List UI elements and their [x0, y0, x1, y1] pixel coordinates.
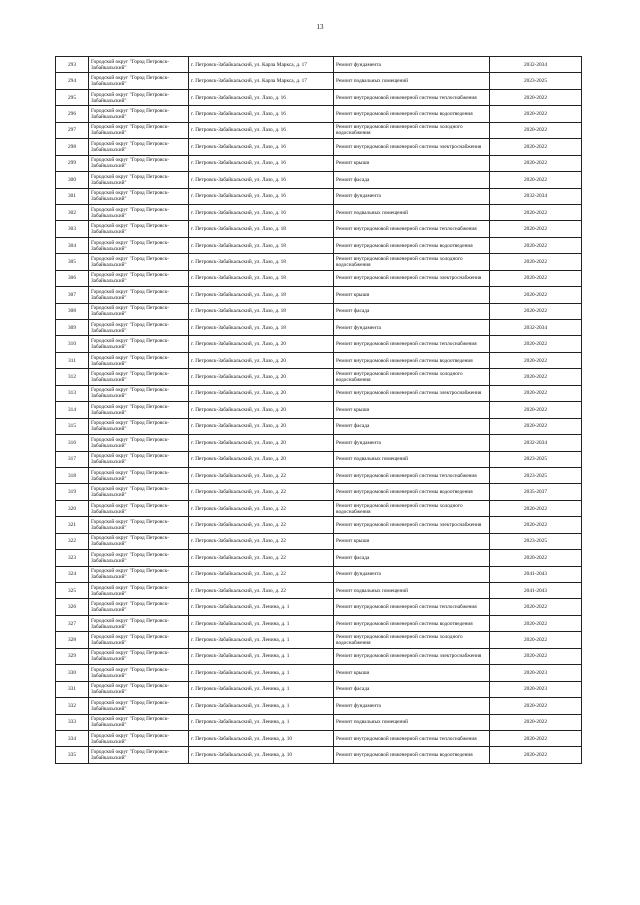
municipality-cell: Городской округ "Город Петровск-Забайкальский" [89, 730, 189, 746]
period-cell: 2023-2025 [490, 467, 582, 483]
municipality-cell: Городской округ "Город Петровск-Забайкальский" [89, 517, 189, 533]
period-cell: 2020-2022 [490, 303, 582, 319]
address-cell: г. Петровск-Забайкальский, ул. Лазо, д. 16 [189, 139, 334, 155]
table-row [56, 714, 582, 730]
table-row [56, 747, 582, 763]
row-number: 310 [56, 336, 89, 352]
municipality-cell: Городской округ "Город Петровск-Забайкальский" [89, 385, 189, 401]
work-type-cell: Ремонт фасада [334, 418, 490, 434]
address-cell: г. Петровск-Забайкальский, ул. Лазо, д. 20 [189, 402, 334, 418]
table-row [56, 698, 582, 714]
work-type-cell: Ремонт внутридомовой инженерной системы водоотведения [334, 615, 490, 631]
period-cell: 2020-2022 [490, 336, 582, 352]
work-type-cell: Ремонт внутридомовой инженерной системы холодного водоснабжения [334, 632, 490, 648]
row-number: 309 [56, 320, 89, 336]
work-type-cell: Ремонт подвальных помещений [334, 204, 490, 220]
municipality-cell: Городской округ "Город Петровск-Забайкальский" [89, 533, 189, 549]
row-number: 318 [56, 467, 89, 483]
period-cell: 2020-2022 [490, 385, 582, 401]
address-cell: г. Петровск-Забайкальский, ул. Лазо, д. 22 [189, 484, 334, 500]
municipality-cell: Городской округ "Город Петровск-Забайкальский" [89, 599, 189, 615]
row-number: 331 [56, 681, 89, 697]
address-cell: г. Петровск-Забайкальский, ул. Лазо, д. 22 [189, 517, 334, 533]
table-row [56, 336, 582, 352]
work-type-cell: Ремонт внутридомовой инженерной системы холодного водоснабжения [334, 369, 490, 385]
table-row [56, 188, 582, 204]
address-cell: г. Петровск-Забайкальский, ул. Ленина, д. 10 [189, 747, 334, 763]
address-cell: г. Петровск-Забайкальский, ул. Ленина, д. 1 [189, 615, 334, 631]
table-row [56, 418, 582, 434]
period-cell: 2020-2022 [490, 698, 582, 714]
municipality-cell: Городской округ "Город Петровск-Забайкальский" [89, 648, 189, 664]
table-row [56, 385, 582, 401]
work-type-cell: Ремонт фасада [334, 303, 490, 319]
period-cell: 2020-2022 [490, 270, 582, 286]
work-type-cell: Ремонт внутридомовой инженерной системы водоотведения [334, 237, 490, 253]
row-number: 321 [56, 517, 89, 533]
work-type-cell: Ремонт внутридомовой инженерной системы электроснабжения [334, 517, 490, 533]
period-cell: 2020-2022 [490, 155, 582, 171]
municipality-cell: Городской округ "Город Петровск-Забайкальский" [89, 320, 189, 336]
table-row [56, 57, 582, 73]
table-row [56, 583, 582, 599]
work-type-cell: Ремонт внутридомовой инженерной системы водоотведения [334, 484, 490, 500]
period-cell: 2020-2022 [490, 106, 582, 122]
row-number: 334 [56, 730, 89, 746]
municipality-cell: Городской округ "Город Петровск-Забайкальский" [89, 747, 189, 763]
address-cell: г. Петровск-Забайкальский, ул. Лазо, д. 20 [189, 451, 334, 467]
municipality-cell: Городской округ "Город Петровск-Забайкальский" [89, 155, 189, 171]
row-number: 299 [56, 155, 89, 171]
table-row [56, 665, 582, 681]
period-cell: 2020-2022 [490, 139, 582, 155]
municipality-cell: Городской округ "Город Петровск-Забайкальский" [89, 237, 189, 253]
municipality-cell: Городской округ "Город Петровск-Забайкальский" [89, 566, 189, 582]
address-cell: г. Петровск-Забайкальский, ул. Лазо, д. 16 [189, 122, 334, 138]
row-number: 295 [56, 89, 89, 105]
table-row [56, 352, 582, 368]
row-number: 311 [56, 352, 89, 368]
row-number: 329 [56, 648, 89, 664]
municipality-cell: Городской округ "Город Петровск-Забайкальский" [89, 352, 189, 368]
work-type-cell: Ремонт внутридомовой инженерной системы холодного водоснабжения [334, 254, 490, 270]
repair-schedule-table [55, 56, 582, 764]
table-row [56, 287, 582, 303]
table-row [56, 73, 582, 89]
table-row [56, 303, 582, 319]
period-cell: 2020-2022 [490, 204, 582, 220]
table-row [56, 467, 582, 483]
address-cell: г. Петровск-Забайкальский, ул. Лазо, д. 20 [189, 418, 334, 434]
table-row [56, 500, 582, 516]
address-cell: г. Петровск-Забайкальский, ул. Лазо, д. 22 [189, 583, 334, 599]
work-type-cell: Ремонт фундамента [334, 566, 490, 582]
period-cell: 2020-2022 [490, 599, 582, 615]
address-cell: г. Петровск-Забайкальский, ул. Лазо, д. 22 [189, 533, 334, 549]
work-type-cell: Ремонт внутридомовой инженерной системы теплоснабжения [334, 467, 490, 483]
municipality-cell: Городской округ "Город Петровск-Забайкальский" [89, 57, 189, 73]
period-cell: 2035-2037 [490, 484, 582, 500]
work-type-cell: Ремонт подвальных помещений [334, 451, 490, 467]
municipality-cell: Городской округ "Город Петровск-Забайкальский" [89, 698, 189, 714]
work-type-cell: Ремонт внутридомовой инженерной системы холодного водоснабжения [334, 122, 490, 138]
table-row [56, 435, 582, 451]
address-cell: г. Петровск-Забайкальский, ул. Лазо, д. 16 [189, 188, 334, 204]
work-type-cell: Ремонт внутридомовой инженерной системы теплоснабжения [334, 221, 490, 237]
table-row [56, 254, 582, 270]
municipality-cell: Городской округ "Город Петровск-Забайкальский" [89, 139, 189, 155]
period-cell: 2041-2043 [490, 566, 582, 582]
address-cell: г. Петровск-Забайкальский, ул. Лазо, д. 20 [189, 435, 334, 451]
period-cell: 2020-2022 [490, 254, 582, 270]
address-cell: г. Петровск-Забайкальский, ул. Лазо, д. 18 [189, 303, 334, 319]
work-type-cell: Ремонт внутридомовой инженерной системы теплоснабжения [334, 730, 490, 746]
period-cell: 2020-2022 [490, 517, 582, 533]
municipality-cell: Городской округ "Город Петровск-Забайкальский" [89, 89, 189, 105]
period-cell: 2020-2022 [490, 352, 582, 368]
row-number: 300 [56, 172, 89, 188]
page-number: 13 [316, 23, 324, 31]
row-number: 302 [56, 204, 89, 220]
table-row [56, 681, 582, 697]
work-type-cell: Ремонт внутридомовой инженерной системы водоотведения [334, 106, 490, 122]
row-number: 307 [56, 287, 89, 303]
work-type-cell: Ремонт фундамента [334, 435, 490, 451]
period-cell: 2020-2022 [490, 714, 582, 730]
address-cell: г. Петровск-Забайкальский, ул. Лазо, д. 22 [189, 566, 334, 582]
table-row [56, 632, 582, 648]
table-row [56, 204, 582, 220]
table-row [56, 369, 582, 385]
work-type-cell: Ремонт крыши [334, 402, 490, 418]
municipality-cell: Городской округ "Город Петровск-Забайкальский" [89, 418, 189, 434]
period-cell: 2032-2034 [490, 188, 582, 204]
row-number: 306 [56, 270, 89, 286]
row-number: 327 [56, 615, 89, 631]
municipality-cell: Городской округ "Город Петровск-Забайкальский" [89, 221, 189, 237]
municipality-cell: Городской округ "Город Петровск-Забайкальский" [89, 188, 189, 204]
row-number: 304 [56, 237, 89, 253]
table-row [56, 106, 582, 122]
work-type-cell: Ремонт внутридомовой инженерной системы электроснабжения [334, 648, 490, 664]
table-row [56, 237, 582, 253]
address-cell: г. Петровск-Забайкальский, ул. Ленина, д. 1 [189, 681, 334, 697]
work-type-cell: Ремонт внутридомовой инженерной системы водоотведения [334, 747, 490, 763]
address-cell: г. Петровск-Забайкальский, ул. Ленина, д. 1 [189, 632, 334, 648]
work-type-cell: Ремонт фасада [334, 172, 490, 188]
table-row [56, 89, 582, 105]
row-number: 332 [56, 698, 89, 714]
work-type-cell: Ремонт внутридомовой инженерной системы электроснабжения [334, 270, 490, 286]
table-row [56, 402, 582, 418]
table-row [56, 730, 582, 746]
period-cell: 2020-2022 [490, 89, 582, 105]
row-number: 315 [56, 418, 89, 434]
row-number: 330 [56, 665, 89, 681]
table-row [56, 550, 582, 566]
address-cell: г. Петровск-Забайкальский, ул. Лазо, д. 18 [189, 254, 334, 270]
period-cell: 2020-2022 [490, 632, 582, 648]
municipality-cell: Городской округ "Город Петровск-Забайкальский" [89, 172, 189, 188]
row-number: 326 [56, 599, 89, 615]
work-type-cell: Ремонт внутридомовой инженерной системы холодного водоснабжения [334, 500, 490, 516]
address-cell: г. Петровск-Забайкальский, ул. Лазо, д. 20 [189, 369, 334, 385]
row-number: 314 [56, 402, 89, 418]
period-cell: 2032-2034 [490, 435, 582, 451]
address-cell: г. Петровск-Забайкальский, ул. Ленина, д. 1 [189, 714, 334, 730]
municipality-cell: Городской округ "Город Петровск-Забайкальский" [89, 122, 189, 138]
address-cell: г. Петровск-Забайкальский, ул. Лазо, д. 20 [189, 352, 334, 368]
work-type-cell: Ремонт фасада [334, 681, 490, 697]
row-number: 301 [56, 188, 89, 204]
work-type-cell: Ремонт фундамента [334, 57, 490, 73]
row-number: 305 [56, 254, 89, 270]
work-type-cell: Ремонт внутридомовой инженерной системы электроснабжения [334, 139, 490, 155]
period-cell: 2020-2022 [490, 418, 582, 434]
work-type-cell: Ремонт фундамента [334, 320, 490, 336]
municipality-cell: Городской округ "Город Петровск-Забайкальский" [89, 484, 189, 500]
address-cell: г. Петровск-Забайкальский, ул. Лазо, д. 18 [189, 237, 334, 253]
table-row [56, 533, 582, 549]
address-cell: г. Петровск-Забайкальский, ул. Лазо, д. 18 [189, 221, 334, 237]
table-body [56, 57, 582, 764]
address-cell: г. Петровск-Забайкальский, ул. Лазо, д. 20 [189, 336, 334, 352]
period-cell: 2020-2022 [490, 615, 582, 631]
row-number: 293 [56, 57, 89, 73]
row-number: 324 [56, 566, 89, 582]
period-cell: 2020-2022 [490, 550, 582, 566]
municipality-cell: Городской округ "Город Петровск-Забайкальский" [89, 303, 189, 319]
municipality-cell: Городской округ "Город Петровск-Забайкальский" [89, 550, 189, 566]
municipality-cell: Городской округ "Город Петровск-Забайкальский" [89, 467, 189, 483]
table-row [56, 517, 582, 533]
work-type-cell: Ремонт внутридомовой инженерной системы теплоснабжения [334, 89, 490, 105]
work-type-cell: Ремонт подвальных помещений [334, 73, 490, 89]
table-row [56, 320, 582, 336]
address-cell: г. Петровск-Забайкальский, ул. Лазо, д. 16 [189, 204, 334, 220]
work-type-cell: Ремонт подвальных помещений [334, 714, 490, 730]
address-cell: г. Петровск-Забайкальский, ул. Карла Маркса, д. 17 [189, 57, 334, 73]
row-number: 320 [56, 500, 89, 516]
period-cell: 2020-2022 [490, 172, 582, 188]
work-type-cell: Ремонт фундамента [334, 698, 490, 714]
row-number: 325 [56, 583, 89, 599]
period-cell: 2020-2022 [490, 122, 582, 138]
row-number: 333 [56, 714, 89, 730]
period-cell: 2020-2022 [490, 221, 582, 237]
municipality-cell: Городской округ "Город Петровск-Забайкальский" [89, 270, 189, 286]
row-number: 297 [56, 122, 89, 138]
period-cell: 2020-2022 [490, 648, 582, 664]
row-number: 296 [56, 106, 89, 122]
work-type-cell: Ремонт внутридомовой инженерной системы водоотведения [334, 352, 490, 368]
table-row [56, 615, 582, 631]
address-cell: г. Петровск-Забайкальский, ул. Лазо, д. 18 [189, 287, 334, 303]
table-row [56, 155, 582, 171]
row-number: 328 [56, 632, 89, 648]
period-cell: 2041-2043 [490, 583, 582, 599]
period-cell: 2020-2022 [490, 402, 582, 418]
period-cell: 2020-2022 [490, 237, 582, 253]
address-cell: г. Петровск-Забайкальский, ул. Ленина, д. 10 [189, 730, 334, 746]
table-row [56, 599, 582, 615]
row-number: 298 [56, 139, 89, 155]
municipality-cell: Городской округ "Город Петровск-Забайкальский" [89, 73, 189, 89]
table-row [56, 172, 582, 188]
work-type-cell: Ремонт крыши [334, 287, 490, 303]
period-cell: 2023-2025 [490, 533, 582, 549]
row-number: 335 [56, 747, 89, 763]
address-cell: г. Петровск-Забайкальский, ул. Ленина, д. 1 [189, 648, 334, 664]
municipality-cell: Городской округ "Город Петровск-Забайкальский" [89, 336, 189, 352]
municipality-cell: Городской округ "Город Петровск-Забайкальский" [89, 402, 189, 418]
address-cell: г. Петровск-Забайкальский, ул. Ленина, д. 1 [189, 599, 334, 615]
row-number: 294 [56, 73, 89, 89]
municipality-cell: Городской округ "Город Петровск-Забайкальский" [89, 583, 189, 599]
work-type-cell: Ремонт крыши [334, 533, 490, 549]
municipality-cell: Городской округ "Город Петровск-Забайкальский" [89, 287, 189, 303]
address-cell: г. Петровск-Забайкальский, ул. Карла Маркса, д. 17 [189, 73, 334, 89]
municipality-cell: Городской округ "Город Петровск-Забайкальский" [89, 665, 189, 681]
municipality-cell: Городской округ "Город Петровск-Забайкальский" [89, 714, 189, 730]
work-type-cell: Ремонт внутридомовой инженерной системы теплоснабжения [334, 599, 490, 615]
work-type-cell: Ремонт фундамента [334, 188, 490, 204]
municipality-cell: Городской округ "Город Петровск-Забайкальский" [89, 204, 189, 220]
period-cell: 2032-2034 [490, 57, 582, 73]
period-cell: 2020-2023 [490, 665, 582, 681]
table-row [56, 122, 582, 138]
municipality-cell: Городской округ "Город Петровск-Забайкальский" [89, 500, 189, 516]
period-cell: 2020-2022 [490, 500, 582, 516]
work-type-cell: Ремонт фасада [334, 550, 490, 566]
address-cell: г. Петровск-Забайкальский, ул. Лазо, д. 22 [189, 500, 334, 516]
address-cell: г. Петровск-Забайкальский, ул. Лазо, д. 16 [189, 89, 334, 105]
address-cell: г. Петровск-Забайкальский, ул. Лазо, д. 18 [189, 270, 334, 286]
row-number: 312 [56, 369, 89, 385]
address-cell: г. Петровск-Забайкальский, ул. Лазо, д. 16 [189, 155, 334, 171]
row-number: 313 [56, 385, 89, 401]
row-number: 319 [56, 484, 89, 500]
address-cell: г. Петровск-Забайкальский, ул. Лазо, д. 16 [189, 172, 334, 188]
row-number: 303 [56, 221, 89, 237]
municipality-cell: Городской округ "Город Петровск-Забайкальский" [89, 615, 189, 631]
row-number: 316 [56, 435, 89, 451]
period-cell: 2020-2022 [490, 747, 582, 763]
period-cell: 2032-2034 [490, 320, 582, 336]
table-row [56, 221, 582, 237]
period-cell: 2023-2025 [490, 73, 582, 89]
address-cell: г. Петровск-Забайкальский, ул. Лазо, д. 18 [189, 320, 334, 336]
table-row [56, 648, 582, 664]
municipality-cell: Городской округ "Город Петровск-Забайкальский" [89, 254, 189, 270]
period-cell: 2020-2022 [490, 287, 582, 303]
period-cell: 2020-2022 [490, 369, 582, 385]
period-cell: 2020-2022 [490, 730, 582, 746]
address-cell: г. Петровск-Забайкальский, ул. Ленина, д. 1 [189, 665, 334, 681]
work-type-cell: Ремонт крыши [334, 665, 490, 681]
work-type-cell: Ремонт подвальных помещений [334, 583, 490, 599]
address-cell: г. Петровск-Забайкальский, ул. Лазо, д. 22 [189, 550, 334, 566]
address-cell: г. Петровск-Забайкальский, ул. Лазо, д. 22 [189, 467, 334, 483]
period-cell: 2023-2025 [490, 451, 582, 467]
municipality-cell: Городской округ "Город Петровск-Забайкальский" [89, 106, 189, 122]
work-type-cell: Ремонт крыши [334, 155, 490, 171]
municipality-cell: Городской округ "Город Петровск-Забайкальский" [89, 451, 189, 467]
municipality-cell: Городской округ "Город Петровск-Забайкальский" [89, 632, 189, 648]
municipality-cell: Городской округ "Город Петровск-Забайкальский" [89, 681, 189, 697]
table-row [56, 566, 582, 582]
row-number: 323 [56, 550, 89, 566]
municipality-cell: Городской округ "Город Петровск-Забайкальский" [89, 369, 189, 385]
table-row [56, 451, 582, 467]
row-number: 317 [56, 451, 89, 467]
period-cell: 2020-2023 [490, 681, 582, 697]
address-cell: г. Петровск-Забайкальский, ул. Лазо, д. 16 [189, 106, 334, 122]
table-row [56, 484, 582, 500]
municipality-cell: Городской округ "Город Петровск-Забайкальский" [89, 435, 189, 451]
address-cell: г. Петровск-Забайкальский, ул. Лазо, д. 20 [189, 385, 334, 401]
table-row [56, 139, 582, 155]
address-cell: г. Петровск-Забайкальский, ул. Ленина, д. 1 [189, 698, 334, 714]
table-row [56, 270, 582, 286]
work-type-cell: Ремонт внутридомовой инженерной системы электроснабжения [334, 385, 490, 401]
row-number: 308 [56, 303, 89, 319]
row-number: 322 [56, 533, 89, 549]
work-type-cell: Ремонт внутридомовой инженерной системы теплоснабжения [334, 336, 490, 352]
